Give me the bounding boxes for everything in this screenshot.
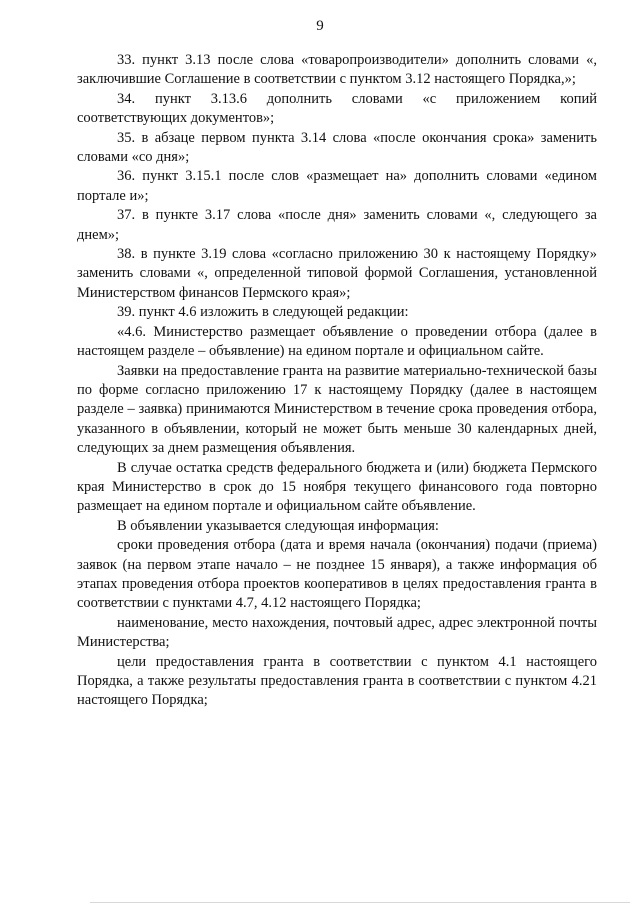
page-number: 9 bbox=[316, 18, 324, 34]
paragraph-applications: Заявки на предоставление гранта на развитие материально-технической базы по форме согласно приложению 17 к настоящему Порядку (далее в настоящем разделе – заявка) принимаются Министерством в течение срока проведения отбора, указанного в объявлении, который не может быть меньше 30 календарных дней, следующих за днем размещения объявления. bbox=[77, 362, 597, 457]
paragraph-item-39: 39. пункт 4.6 изложить в следующей редакции: bbox=[117, 304, 409, 321]
scan-edge-line bbox=[90, 902, 630, 903]
paragraph-item-38: 38. в пункте 3.19 слова «согласно приложению 30 к настоящему Порядку» заменить словами «, определенной типовой формой Соглашения, установленной Министерством финансов Пермского края»; bbox=[77, 246, 597, 301]
paragraph-announcement-info: В объявлении указывается следующая информация: bbox=[117, 517, 439, 534]
list-item-grant-goals: цели предоставления гранта в соответствии с пунктом 4.1 настоящего Порядка, а также результаты предоставления гранта в соответствии с пунктом 4.21 настоящего Порядка; bbox=[77, 653, 597, 709]
document-body bbox=[77, 51, 597, 711]
paragraph-item-35: 35. в абзаце первом пункта 3.14 слова «после окончания срока» заменить словами «со дня»; bbox=[77, 129, 597, 166]
list-item-deadlines: сроки проведения отбора (дата и время начала (окончания) подачи (приема) заявок (на первом этапе начало – не позднее 15 января), а также информация об этапах проведения отбора проектов кооперативов в целях предоставления гранта в соответствии с пунктами 4.7, 4.12 настоящего Порядка; bbox=[77, 537, 597, 612]
quoted-paragraph-4-6: «4.6. Министерство размещает объявление о проведении отбора (далее в настоящем разделе – объявление) на едином портале и официальном сайте. bbox=[77, 323, 597, 360]
list-item-ministry-contacts: наименование, место нахождения, почтовый адрес, адрес электронной почты Министерства; bbox=[77, 614, 597, 651]
paragraph-item-36: 36. пункт 3.15.1 после слов «размещает на» дополнить словами «едином портале и»; bbox=[77, 168, 597, 204]
paragraph-item-37: 37. в пункте 3.17 слова «после дня» заменить словами «, следующего за днем»; bbox=[77, 207, 597, 243]
paragraph-item-33: 33. пункт 3.13 после слова «товаропроизводители» дополнить словами «, заключившие Соглашение в соответствии с пунктом 3.12 настоящего Порядка,»; bbox=[77, 52, 597, 88]
paragraph-budget-remainder: В случае остатка средств федерального бюджета и (или) бюджета Пермского края Министерство в срок до 15 ноября текущего финансового года повторно размещает на едином портале и официальном сайте объявление. bbox=[77, 459, 597, 515]
paragraph-item-34: 34. пункт 3.13.6 дополнить словами «с приложением копий соответствующих документов»; bbox=[77, 90, 597, 127]
